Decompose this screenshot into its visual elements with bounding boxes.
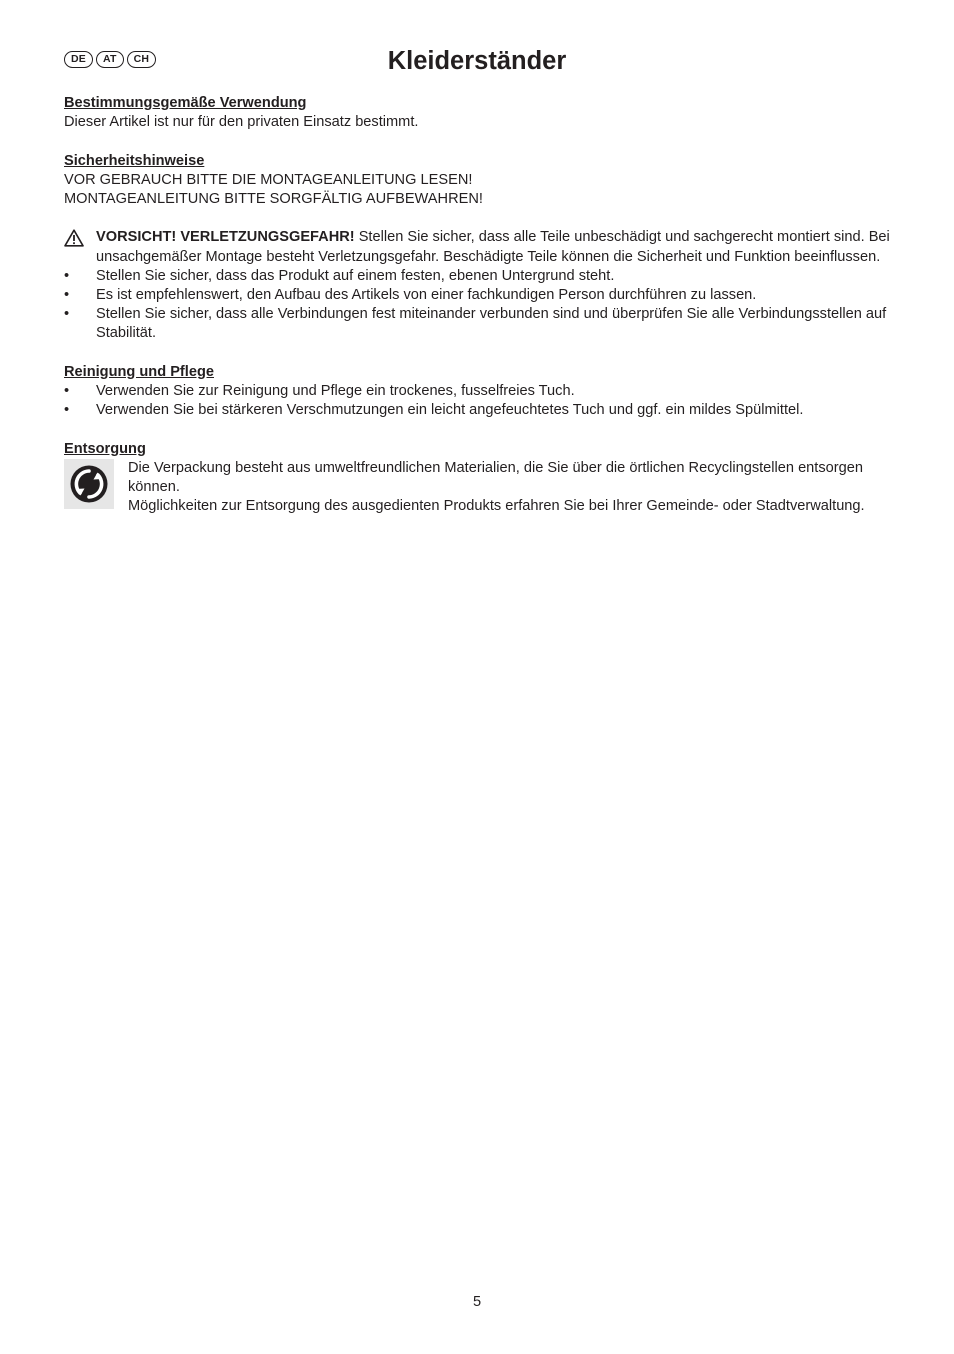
list-item [64,382,894,401]
bullet: • [64,267,70,284]
list-item [64,401,894,420]
warning-body: Stellen Sie sicher, dass alle Teile unbeschädigt und sachgerecht montiert sind. Bei unsachgemäßer Montage besteht Verletzungsgefahr. Beschädigte Teile können die Sicherheit und Funktion beeinflussen. [96,229,890,265]
warning-row [64,228,894,266]
bullet: • [64,306,70,323]
safety-bullet-3: Stellen Sie sicher, dass alle Verbindungen fest miteinander verbunden sind und überprüfen Sie alle Verbindungsstellen auf Stabilität. [96,306,887,342]
safety-bullet-1: Stellen Sie sicher, dass das Produkt auf einem festen, ebenen Untergrund steht. [96,267,615,284]
disposal-row [64,459,894,517]
cleaning-heading: Reinigung und Pflege [64,363,214,380]
warning-triangle-icon [64,229,84,247]
warning-text [96,228,894,266]
green-dot-recycling-icon [64,459,114,509]
bullet: • [64,287,70,303]
list-item [64,305,894,343]
list-item [64,267,894,286]
country-badge-ch: CH [127,51,157,68]
warning-bold: VORSICHT! VERLETZUNGSGEFAHR! [96,229,355,246]
page-number: 5 [472,1294,482,1310]
country-badge-de: DE [64,51,93,68]
safety-bullet-2: Es ist empfehlenswert, den Aufbau des Artikels von einer fachkundigen Person durchführen zu lassen. [96,287,757,303]
disposal-heading: Entsorgung [64,440,146,457]
recycling-symbol [69,464,109,504]
cleaning-bullet-2: Verwenden Sie bei stärkeren Verschmutzungen ein leicht angefeuchtetes Tuch und ggf. ein mildes Spülmittel. [96,402,804,419]
usage-heading: Bestimmungsgemäße Verwendung [64,95,307,111]
content [64,94,894,516]
disposal-text-2: Möglichkeiten zur Entsorgung des ausgedienten Produkts erfahren Sie bei Ihrer Gemeinde- oder Stadtverwaltung. [128,498,865,515]
cleaning-bullet-1: Verwenden Sie zur Reinigung und Pflege ein trockenes, fusselfreies Tuch. [96,383,575,399]
bullet: • [64,383,70,399]
safety-line-2: MONTAGEANLEITUNG BITTE SORGFÄLTIG AUFBEWAHREN! [64,191,483,207]
list-item [64,286,894,305]
disposal-text-1: Die Verpackung besteht aus umweltfreundlichen Materialien, die Sie über die örtlichen Recyclingstellen entsorgen können. [128,459,863,495]
page-title: Kleiderständer [387,47,567,75]
bullet: • [64,402,70,419]
usage-text: Dieser Artikel ist nur für den privaten Einsatz bestimmt. [64,114,419,131]
country-badge-at: AT [96,51,124,68]
safety-line-1: VOR GEBRAUCH BITTE DIE MONTAGEANLEITUNG LESEN! [64,171,473,188]
safety-heading: Sicherheitshinweise [64,152,205,169]
